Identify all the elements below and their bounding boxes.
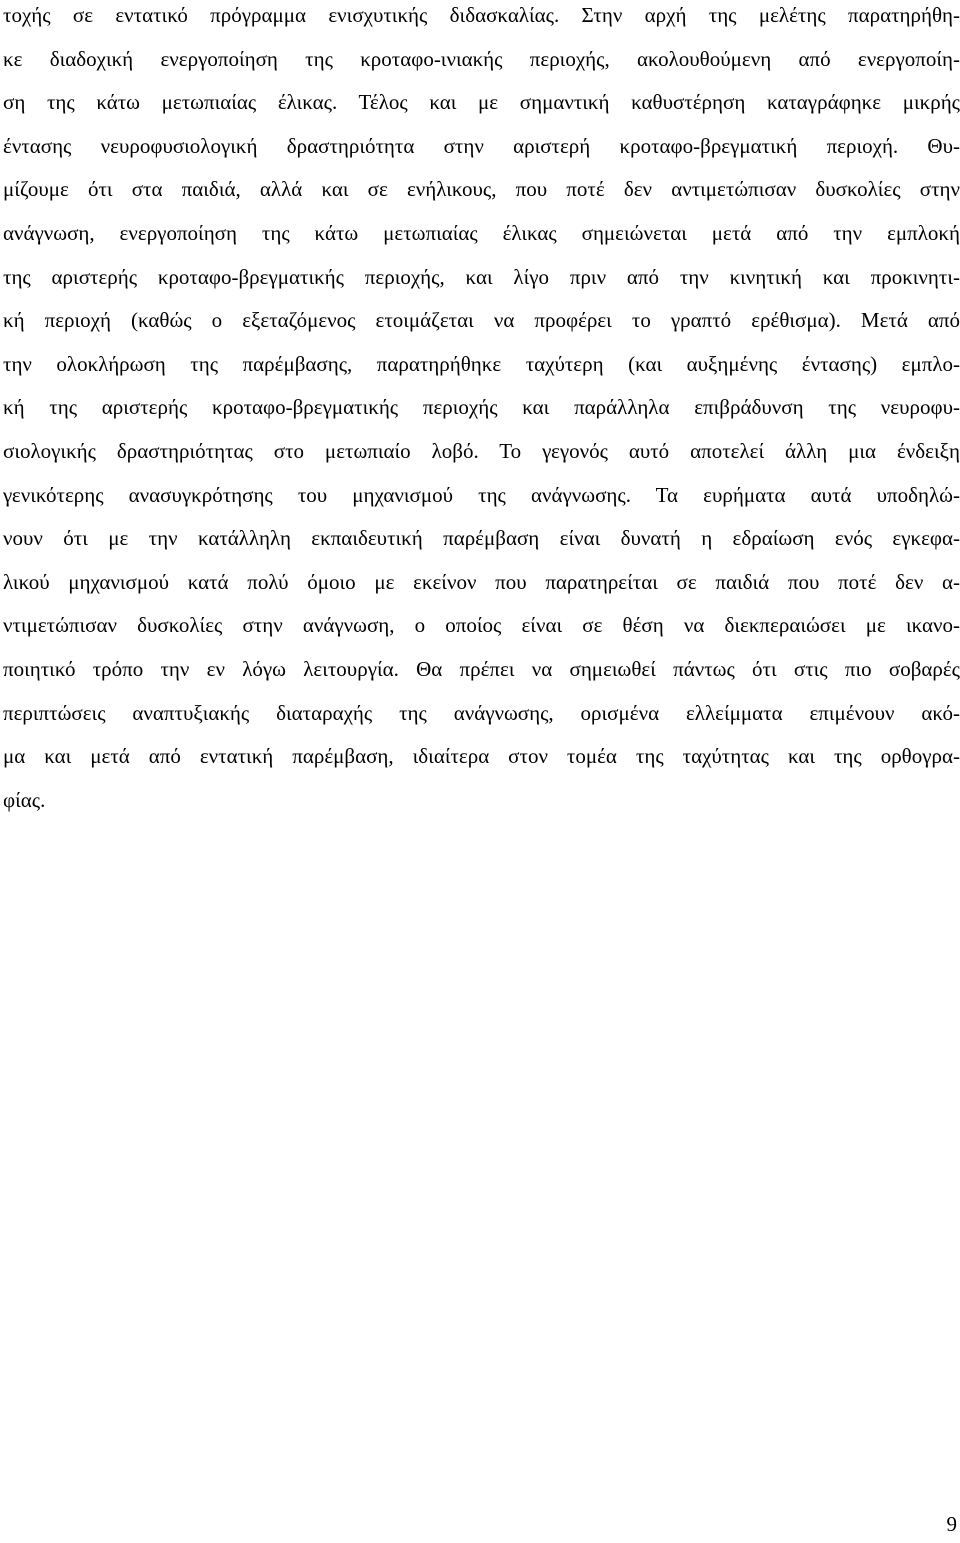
text-line: μίζουμε ότι στα παιδιά, αλλά και σε ενήλικους, που ποτέ δεν αντιμετώπισαν δυσκολίες στην bbox=[3, 177, 960, 202]
text-line: σιολογικής δραστηριότητας στο μετωπιαίο λοβό. Το γεγονός αυτό αποτελεί άλλη μια ένδειξη bbox=[3, 438, 960, 463]
text-line: μα και μετά από εντατική παρέμβαση, ιδιαίτερα στον τομέα της ταχύτητας και της ορθογρα- bbox=[3, 744, 960, 769]
text-line: νουν ότι με την κατάλληλη εκπαιδευτική παρέμβαση είναι δυνατή η εδραίωση ενός εγκεφα- bbox=[3, 526, 960, 551]
text-line: κε διαδοχική ενεργοποίηση της κροταφο-ινιακής περιοχής, ακολουθούμενη από ενεργοποίη- bbox=[3, 46, 960, 71]
text-line: την ολοκλήρωση της παρέμβασης, παρατηρήθηκε ταχύτερη (και αυξημένης έντασης) εμπλο- bbox=[3, 351, 960, 376]
text-line: της αριστερής κροταφο-βρεγματικής περιοχής, και λίγο πριν από την κινητική και προκινητι- bbox=[3, 264, 960, 289]
text-line: κή της αριστερής κροταφο-βρεγματικής περιοχής και παράλληλα επιβράδυνση της νευροφυ- bbox=[3, 395, 960, 420]
text-line: ανάγνωση, ενεργοποίηση της κάτω μετωπιαίας έλικας σημειώνεται μετά από την εμπλοκή bbox=[3, 220, 960, 245]
text-line: έντασης νευροφυσιολογική δραστηριότητα στην αριστερή κροταφο-βρεγματική περιοχή. Θυ- bbox=[3, 133, 960, 158]
text-line: ση της κάτω μετωπιαίας έλικας. Τέλος και με σημαντική καθυστέρηση καταγράφηκε μικρής bbox=[3, 90, 960, 115]
body-paragraph bbox=[3, 2, 960, 830]
text-line: γενικότερης ανασυγκρότησης του μηχανισμού της ανάγνωσης. Τα ευρήματα αυτά υποδηλώ- bbox=[3, 482, 960, 507]
text-line: ντιμετώπισαν δυσκολίες στην ανάγνωση, ο οποίος είναι σε θέση να διεκπεραιώσει με ικανο- bbox=[3, 613, 960, 638]
text-line: περιπτώσεις αναπτυξιακής διαταραχής της ανάγνωσης, ορισμένα ελλείμματα επιμένουν ακό- bbox=[3, 700, 960, 725]
text-line: λικού μηχανισμού κατά πολύ όμοιο με εκείνον που παρατηρείται σε παιδιά που ποτέ δεν α- bbox=[3, 569, 960, 594]
text-line: τοχής σε εντατικό πρόγραμμα ενισχυτικής διδασκαλίας. Στην αρχή της μελέτης παρατηρήθη- bbox=[3, 3, 960, 27]
page-number: 9 bbox=[946, 1512, 957, 1536]
text-line: φίας. bbox=[3, 787, 46, 812]
text-line: ποιητικό τρόπο την εν λόγω λειτουργία. Θα πρέπει να σημειωθεί πάντως ότι στις πιο σοβαρές bbox=[3, 656, 960, 681]
text-line: κή περιοχή (καθώς ο εξεταζόμενος ετοιμάζεται να προφέρει το γραπτό ερέθισμα). Μετά από bbox=[3, 308, 960, 333]
